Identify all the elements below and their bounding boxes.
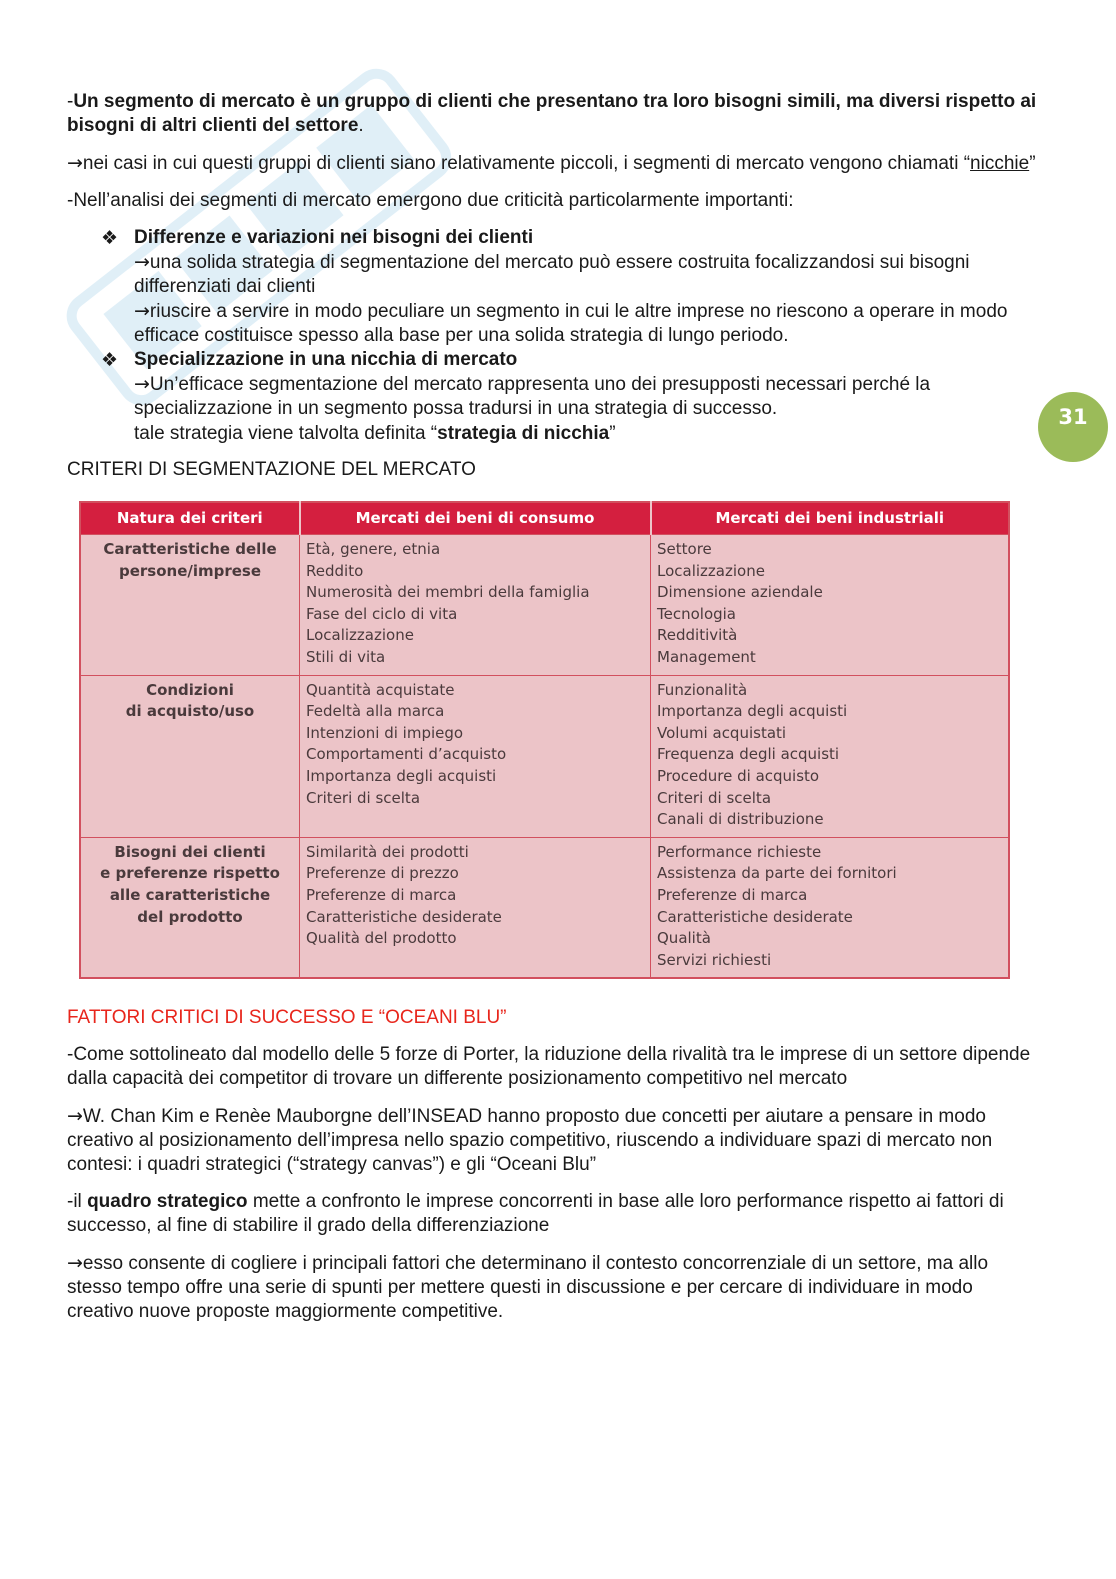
criteria-heading: CRITERI DI SEGMENTAZIONE DEL MERCATO — [67, 459, 476, 480]
table-row — [80, 535, 1009, 676]
niche-note: →nei casi in cui questi gruppi di clienti siano relativamente piccoli, i segmenti di mercato vengono chiamati “nicchie” — [67, 152, 1036, 174]
criticality-list — [67, 226, 1042, 446]
diamond-bullet-icon: ❖ — [101, 227, 119, 249]
list-item — [67, 348, 1042, 446]
column-header: Natura dei criteri — [80, 502, 300, 535]
consumer-cell: Età, genere, etnia Reddito Numerosità dei membri della famiglia Fase del ciclo di vita Localizzazione Stili di vita — [300, 535, 651, 676]
consumer-cell: Similarità dei prodotti Preferenze di prezzo Preferenze di marca Caratteristiche desiderate Qualità del prodotto — [300, 837, 651, 978]
arrow-right-icon: → — [134, 300, 150, 322]
criteria-cell: Condizioni di acquisto/uso — [80, 675, 300, 837]
bullet-line: →riuscire a servire in modo peculiare un segmento in cui le altre imprese no riescono a operare in modo efficace costituisce spesso alla base per una solida strategia di lungo periodo. — [134, 300, 1008, 346]
porter-paragraph: -Come sottolineato dal modello delle 5 forze di Porter, la riduzione della rivalità tra le imprese di un settore dipende dalla capacità dei competitor di trovare un differente posizionamento competitivo nel mercato — [67, 1044, 1031, 1090]
criteria-cell: Bisogni dei clienti e preferenze rispetto alle caratteristiche del prodotto — [80, 837, 300, 978]
industrial-cell: Funzionalità Importanza degli acquisti Volumi acquistati Frequenza degli acquisti Procedure di acquisto Criteri di scelta Canali di distribuzione — [651, 675, 1010, 837]
arrow-right-icon: → — [134, 251, 150, 273]
strategy-canvas-paragraph: -il quadro strategico mette a confronto le imprese concorrenti in base alle loro performance rispetto ai fattori di successo, al fine di stabilire il grado della differenziazione — [67, 1191, 1004, 1237]
criticality-intro: -Nell’analisi dei segmenti di mercato emergono due criticità particolarmente importanti: — [67, 190, 794, 211]
column-header: Mercati dei beni industriali — [651, 502, 1010, 535]
bullet-line: →una solida strategia di segmentazione del mercato può essere costruita focalizzandosi sui bisogni differenziati dai clienti — [134, 251, 970, 297]
industrial-cell: Performance richieste Assistenza da parte dei fornitori Preferenze di marca Caratteristiche desiderate Qualità Servizi richiesti — [651, 837, 1010, 978]
arrow-right-icon: → — [67, 1105, 83, 1128]
page-content — [67, 90, 1042, 1337]
list-item — [67, 226, 1042, 348]
arrow-right-icon: → — [67, 152, 83, 174]
table-row — [80, 837, 1009, 978]
industrial-cell: Settore Localizzazione Dimensione aziendale Tecnologia Redditività Management — [651, 535, 1010, 676]
arrow-right-icon: → — [134, 373, 150, 395]
bullet-line: tale strategia viene talvolta definita “strategia di nicchia” — [134, 423, 616, 444]
criteria-cell: Caratteristiche delle persone/imprese — [80, 535, 300, 676]
page-number-badge: 31 — [1038, 392, 1108, 462]
table-row — [80, 675, 1009, 837]
diamond-bullet-icon: ❖ — [101, 349, 119, 371]
column-header: Mercati dei beni di consumo — [300, 502, 651, 535]
bullet-line: →Un’efficace segmentazione del mercato rappresenta uno dei presupposti necessari perché la specializzazione in un segmento possa tradursi in una strategia di successo. — [134, 373, 931, 419]
bullet-title: Differenze e variazioni nei bisogni dei clienti — [134, 227, 534, 248]
competition-paragraph: →esso consente di cogliere i principali fattori che determinano il contesto concorrenziale di un settore, ma allo stesso tempo offre una serie di spunti per mettere questi in discussione e per cercare di individuare in modo creativo nuove proposte maggiormente competitive. — [67, 1252, 989, 1323]
bullet-title: Specializzazione in una nicchia di mercato — [134, 349, 518, 370]
table-header-row — [80, 502, 1009, 535]
section-heading: FATTORI CRITICI DI SUCCESSO E “OCEANI BLU” — [67, 1007, 507, 1029]
arrow-right-icon: → — [67, 1252, 83, 1275]
consumer-cell: Quantità acquistate Fedeltà alla marca Intenzioni di impiego Comportamenti d’acquisto Importanza degli acquisti Criteri di scelta — [300, 675, 651, 837]
segment-definition: -Un segmento di mercato è un gruppo di clienti che presentano tra loro bisogni simili, ma diversi rispetto ai bisogni di altri clienti del settore. — [67, 91, 1037, 136]
segmentation-table — [79, 501, 1010, 979]
kim-mauborgne-paragraph: →W. Chan Kim e Renèe Mauborgne dell’INSEAD hanno proposto due concetti per aiutare a pensare in modo creativo al posizionamento dell’impresa nello spazio competitivo, riuscendo a individuare spazi di mercato non contesi: i quadri strategici (“strategy canvas”) e gli “Oceani Blu” — [67, 1105, 993, 1176]
